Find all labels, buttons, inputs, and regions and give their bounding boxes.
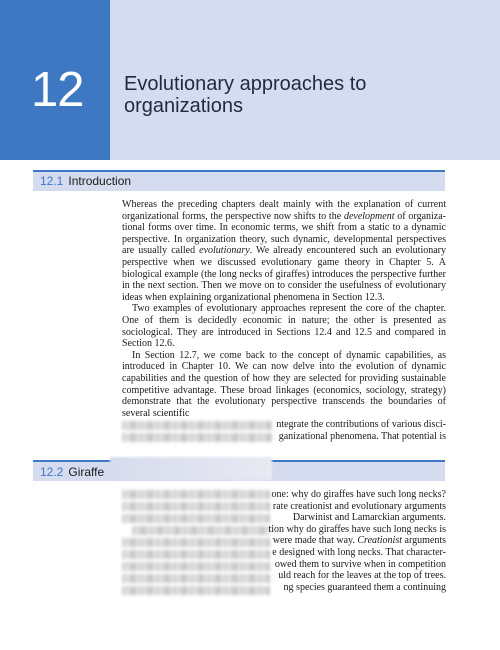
intro-body [122, 199, 446, 419]
section-title: Giraffe [68, 465, 105, 479]
intro-paragraph-2: Two examples of evolutionary approaches represent the core of the chapter. One of them is decidedly economic in nature; the other is presented as sociological. They are introduced in Sections 12.4 and 12.5 and compared in Section 12.6. [122, 303, 446, 350]
intro-partial-lines: ntegrate the contributions of various disci- ganizational phenomena. That potential is [276, 419, 446, 442]
intro-paragraph-3: In Section 12.7, we come back to the concept of dynamic capabilities, as introduced in Chapter 10. We can now delve into the evolution of dynamic capabilities and the question of how they are selected for providing sustainable competitive advantage. These broad linkages (economics, sociology, strategy) demonstrate that the evolutionary perspective transcends the boundaries of several scientific [122, 349, 446, 419]
giraffe-line: Darwinist and Lamarckian arguments. [292, 512, 446, 524]
section-number: 12.1 [40, 174, 64, 188]
blurred-text [122, 550, 270, 559]
blurred-text [122, 574, 270, 583]
giraffe-body [268, 489, 446, 593]
blurred-text [122, 421, 272, 430]
blurred-text [122, 490, 270, 499]
chapter-number-box [0, 0, 110, 160]
chapter-title-line-2: organizations [124, 95, 243, 117]
giraffe-line: owed them to survive when in competition [274, 558, 446, 570]
blurred-text [122, 586, 270, 595]
giraffe-line: one: why do giraffes have such long necks? [271, 489, 446, 500]
intro-paragraph-1: Whereas the preceding chapters dealt mainly with the explanation of current organizational forms, the perspective now shifts to the development of organiza- tional forms over time. In economic terms, we shift from a static to a dynamic perspective. In organization theory, such dynamic, developmental perspectives are usually called evolutionary. We already encountered such an evolutionary perspective when we discussed evolutionary game theory in Chapter 5. A biological example (the long necks of giraffes) introduces the perspective further in the next section. Then we move on to consider the usefulness of evolutionary ideas when explaining organizational phenomena in Section 12.3. [122, 199, 447, 303]
section-heading-giraffe [40, 465, 104, 479]
chapter-title [124, 73, 484, 117]
giraffe-line: uld reach for the leaves at the top of trees. [278, 570, 446, 582]
giraffe-line: tion why do giraffes have such long necks is [268, 523, 446, 535]
giraffe-line: e designed with long necks. That character- [272, 546, 446, 558]
blurred-text [132, 526, 270, 535]
blurred-text [122, 502, 270, 511]
section-heading-intro [40, 174, 131, 188]
section-number: 12.2 [40, 465, 64, 479]
chapter-title-line-1: Evolutionary approaches to [124, 73, 367, 95]
giraffe-line: rate creationist and evolutionary arguments [272, 500, 446, 512]
giraffe-line: were made that way. Creationist arguments [272, 535, 446, 547]
blurred-heading-region [110, 457, 272, 480]
section-title: Introduction [68, 174, 132, 188]
blurred-text [122, 538, 270, 547]
blurred-text [122, 562, 270, 571]
blurred-text [122, 514, 270, 523]
chapter-number: 12 [31, 63, 84, 117]
giraffe-line: ng species guaranteed them a continuing [283, 581, 446, 593]
blurred-text [122, 433, 272, 442]
